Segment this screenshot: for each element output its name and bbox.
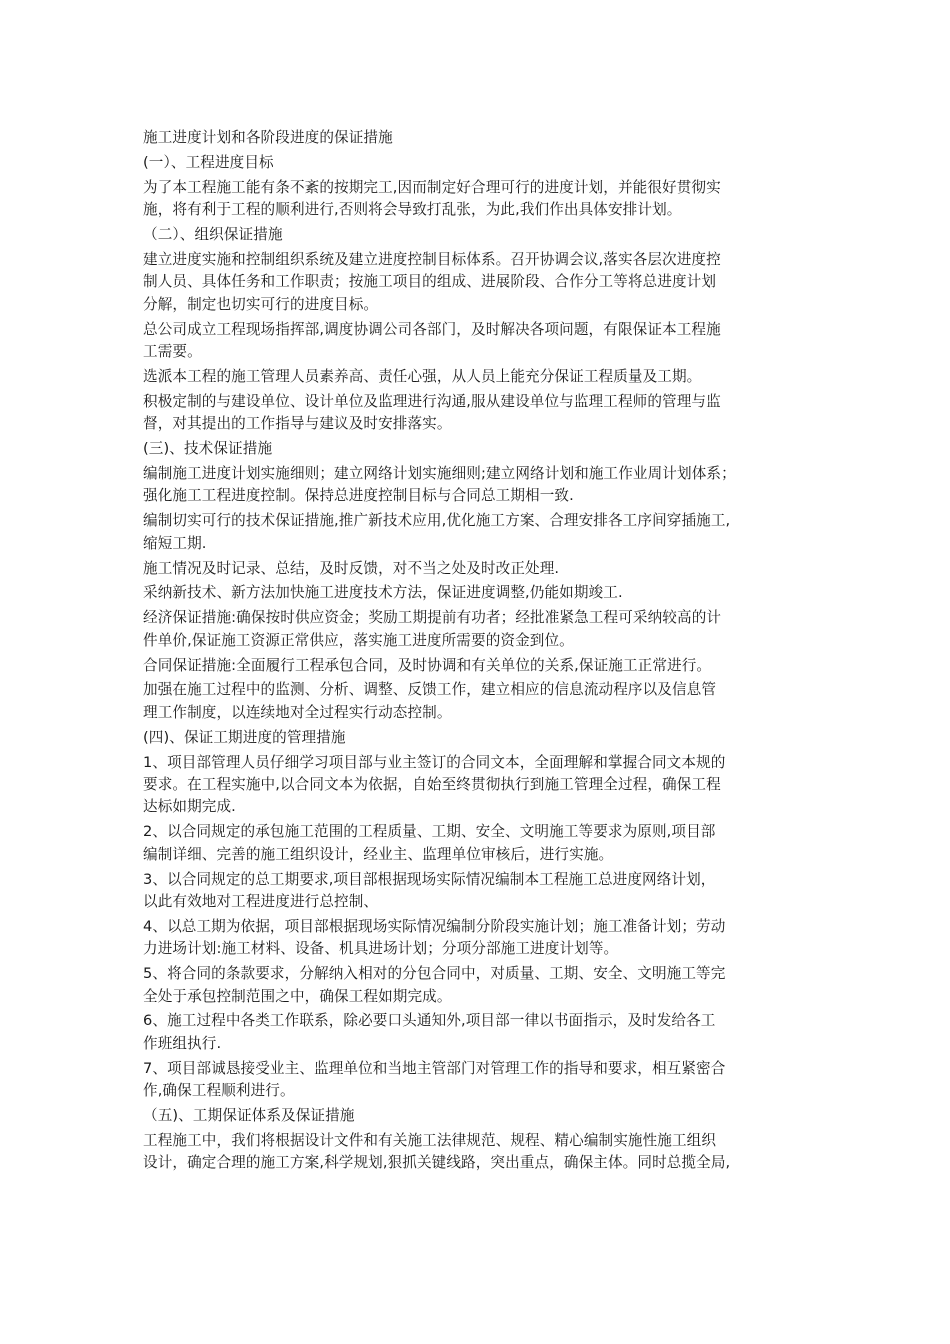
paragraph [143,582,815,604]
paragraph [143,558,815,580]
document-body [143,152,815,1175]
text-line: 3、以合同规定的总工期要求,项目部根据现场实际情况编制本工程施工总进度网络计划， [143,870,716,888]
text-line: 作班组执行. [143,1034,222,1052]
text-line: (一）、工程进度目标 [143,153,274,171]
text-line: 总公司成立工程现场指挥部,调度协调公司各部门，及时解决各项问题，有限保证本工程施 [143,320,721,338]
paragraph [143,1058,815,1103]
text-line: 设计，确定合理的施工方案,科学规划,狠抓关键线路，突出重点，确保主体。同时总揽全局, [143,1154,731,1172]
text-line: 强化施工工程进度控制。保持总进度控制目标与合同总工期相一致. [143,487,574,505]
text-line: 1、项目部管理人员仔细学习项目部与业主签订的合同文本，全面理解和掌握合同文本规的 [143,753,726,771]
paragraph [143,679,815,724]
paragraph [143,607,815,652]
text-line: (三)、技术保证措施 [143,440,273,458]
text-line: 5、将合同的条款要求，分解纳入相对的分包合同中，对质量、工期、安全、文明施工等完 [143,965,726,983]
document-title: 施工进度计划和各阶段进度的保证措施 [143,129,393,146]
text-line: 分解，制定也切实可行的进度目标。 [143,295,379,313]
text-line: 2、以合同规定的承包施工范围的工程质量、工期、安全、文明施工等要求为原则,项目部 [143,823,716,841]
paragraph [143,177,815,222]
paragraph [143,391,815,436]
text-line: 6、施工过程中各类工作联系，除必要口头通知外,项目部一律以书面指示，及时发给各工 [143,1012,716,1030]
text-line: 编制切实可行的技术保证措施,推广新技术应用,优化施工方案、合理安排各工序间穿插施工, [143,512,731,530]
text-line: 7、项目部诚恳接受业主、监理单位和当地主管部门对管理工作的指导和要求，相互紧密合 [143,1059,726,1077]
text-line: (四)、保证工期进度的管理措施 [143,728,346,746]
paragraph [143,510,815,555]
paragraph [143,963,815,1008]
paragraph [143,1105,815,1127]
text-line: 制人员、具体任务和工作职责；按施工项目的组成、进展阶段、合作分工等将总进度计划 [143,273,717,291]
text-line: 工需要。 [143,343,202,361]
paragraph [143,727,815,749]
text-line: 施，将有利于工程的顺利进行,否则将会导致打乱张，为此,我们作出具体安排计划。 [143,201,682,219]
text-line: 4、以总工期为依据，项目部根据现场实际情况编制分阶段实施计划；施工准备计划；劳动 [143,917,726,935]
text-line: 选派本工程的施工管理人员素养高、责任心强，从人员上能充分保证工程质量及工期。 [143,367,702,385]
paragraph [143,319,815,364]
paragraph [143,438,815,460]
text-line: 督，对其提出的工作指导与建议及时安排落实。 [143,415,452,433]
text-line: 为了本工程施工能有条不紊的按期完工,因而制定好合理可行的进度计划，并能很好贯彻实 [143,178,721,196]
text-line: 理工作制度，以连续地对全过程实行动态控制。 [143,703,452,721]
text-line: 合同保证措施:全面履行工程承包合同，及时协调和有关单位的关系,保证施工正常进行。 [143,656,712,674]
text-line: 作,确保工程顺利进行。 [143,1082,295,1100]
text-line: 以此有效地对工程进度进行总控制、 [143,893,379,910]
paragraph [143,463,815,508]
text-line: 工程施工中，我们将根据设计文件和有关施工法律规范、规程、精心编制实施性施工组织 [143,1131,717,1149]
text-line: 建立进度实施和控制组织系统及建立进度控制目标体系。召开协调会议,落实各层次进度控 [143,250,721,268]
paragraph [143,1130,815,1175]
paragraph [143,1010,815,1055]
text-line: 缩短工期. [143,534,207,552]
text-line: 全处于承包控制范围之中，确保工程如期完成。 [143,987,452,1005]
text-line: 经济保证措施:确保按时供应资金；奖励工期提前有功者；经批准紧急工程可采纳较高的计 [143,609,722,627]
paragraph [143,916,815,961]
paragraph [143,869,815,914]
text-line: 编制施工进度计划实施细则；建立网络计划实施细则;建立网络计划和施工作业周计划体系； [143,464,736,482]
text-line: 施工情况及时记录、总结，及时反馈，对不当之处及时改正处理. [143,559,560,577]
paragraph [143,249,815,316]
text-line: 件单价,保证施工资源正常供应，落实施工进度所需要的资金到位。 [143,631,574,649]
text-line: 加强在施工过程中的监测、分析、调整、反馈工作，建立相应的信息流动程序以及信息管 [143,681,717,699]
text-line: （五)、工期保证体系及保证措施 [143,1107,355,1125]
paragraph [143,366,815,388]
paragraph [143,655,815,677]
document-page [143,127,815,1175]
paragraph [143,224,815,246]
text-line: 要求。在工程实施中,以合同文本为依据，自始至终贯彻执行到施工管理全过程，确保工程 [143,776,721,794]
paragraph [143,152,815,174]
text-line: 编制详细、完善的施工组织设计，经业主、监理单位审核后，进行实施。 [143,845,614,863]
text-line: 力进场计划:施工材料、设备、机具进场计划；分项分部施工进度计划等。 [143,940,619,958]
paragraph [143,821,815,866]
text-line: （二）、组织保证措施 [143,226,283,244]
paragraph [143,752,815,819]
text-line: 达标如期完成. [143,798,236,816]
text-line: 采纳新技术、新方法加快施工进度技术方法，保证进度调整,仍能如期竣工. [143,584,623,602]
text-line: 积极定制的与建设单位、设计单位及监理进行沟通,服从建设单位与监理工程师的管理与监 [143,392,721,410]
